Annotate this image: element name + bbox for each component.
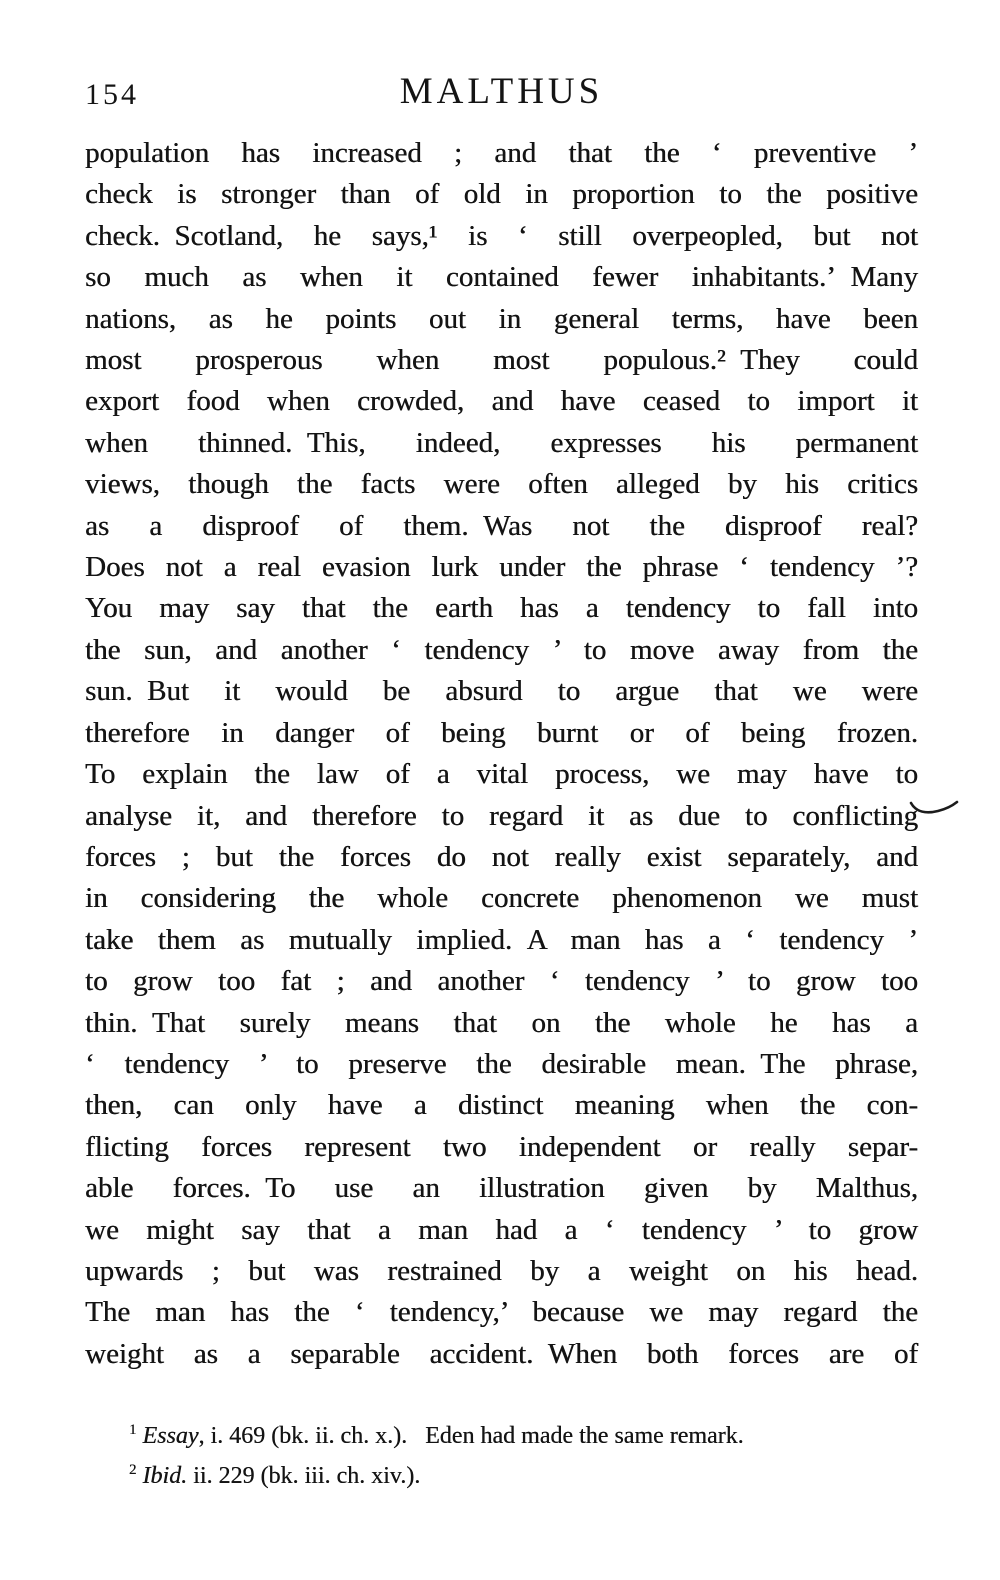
body-line: analyse it, and therefore to regard it as due to conflicting <box>85 799 918 832</box>
body-line: the sun, and another ‘ tendency ’ to move away from the <box>85 633 918 666</box>
body-line: when thinned. This, indeed, expresses his permanent <box>85 426 918 459</box>
body-line: You may say that the earth has a tendency to fall into <box>85 592 918 625</box>
body-line: as a disproof of them. Was not the disproof real? <box>85 509 918 542</box>
footnote-1-work-title: Essay <box>142 1423 199 1449</box>
body-line: export food when crowded, and have ceased to import it <box>85 385 918 418</box>
body-line: most prosperous when most populous.² They could <box>85 344 918 377</box>
footnote-1-text: , i. 469 (bk. ii. ch. x.). Eden had made the same remark. <box>198 1423 744 1449</box>
body-line: nations, as he points out in general terms, have been <box>85 302 918 335</box>
footnote-2-work-title: Ibid. <box>142 1463 188 1489</box>
body-line: ‘ tendency ’ to preserve the desirable mean. The phrase, <box>85 1047 918 1080</box>
body-line: therefore in danger of being burnt or of being frozen. <box>85 716 918 749</box>
footnotes <box>85 1416 918 1496</box>
page-header <box>85 70 918 114</box>
body-line: to grow too fat ; and another ‘ tendency ’ to grow too <box>85 965 918 998</box>
footnote-1 <box>85 1416 918 1456</box>
body-line: forces ; but the forces do not really exist separately, and <box>85 840 918 873</box>
body-line: sun. But it would be absurd to argue that we were <box>85 675 918 708</box>
footnote-2-marker: 2 <box>129 1462 137 1478</box>
pen-squiggle-mark <box>908 796 960 818</box>
body-line: in considering the whole concrete phenomenon we must <box>85 882 918 915</box>
body-text <box>85 133 918 1375</box>
body-line: thin. That surely means that on the whole he has a <box>85 1006 918 1039</box>
running-title: MALTHUS <box>399 71 604 112</box>
body-line: The man has the ‘ tendency,’ because we may regard the <box>85 1296 918 1329</box>
footnote-1-marker: 1 <box>129 1422 137 1438</box>
body-line: take them as mutually implied. A man has a ‘ tendency ’ <box>85 923 918 956</box>
body-line: so much as when it contained fewer inhabitants.’ Many <box>85 261 918 294</box>
body-line: upwards ; but was restrained by a weight on his head. <box>85 1254 918 1287</box>
body-line: we might say that a man had a ‘ tendency ’ to grow <box>85 1213 918 1246</box>
body-line: then, can only have a distinct meaning when the con- <box>85 1089 918 1122</box>
footnote-2-text: ii. 229 (bk. iii. ch. xiv.). <box>187 1463 421 1489</box>
body-line: Does not a real evasion lurk under the phrase ‘ tendency ’? <box>85 551 918 584</box>
body-line: weight as a separable accident. When both forces are of <box>85 1337 918 1370</box>
body-line: able forces. To use an illustration given by Malthus, <box>85 1172 918 1205</box>
body-line: check is stronger than of old in proportion to the positive <box>85 178 918 211</box>
page-number: 154 <box>85 78 139 111</box>
footnote-2 <box>85 1456 918 1496</box>
body-line: views, though the facts were often alleged by his critics <box>85 468 918 501</box>
body-line: To explain the law of a vital process, we may have to <box>85 758 918 791</box>
body-line: flicting forces represent two independent or really separ- <box>85 1130 918 1163</box>
body-line: check. Scotland, he says,¹ is ‘ still overpeopled, but not <box>85 219 918 252</box>
body-line: population has increased ; and that the ‘ preventive ’ <box>85 137 918 169</box>
